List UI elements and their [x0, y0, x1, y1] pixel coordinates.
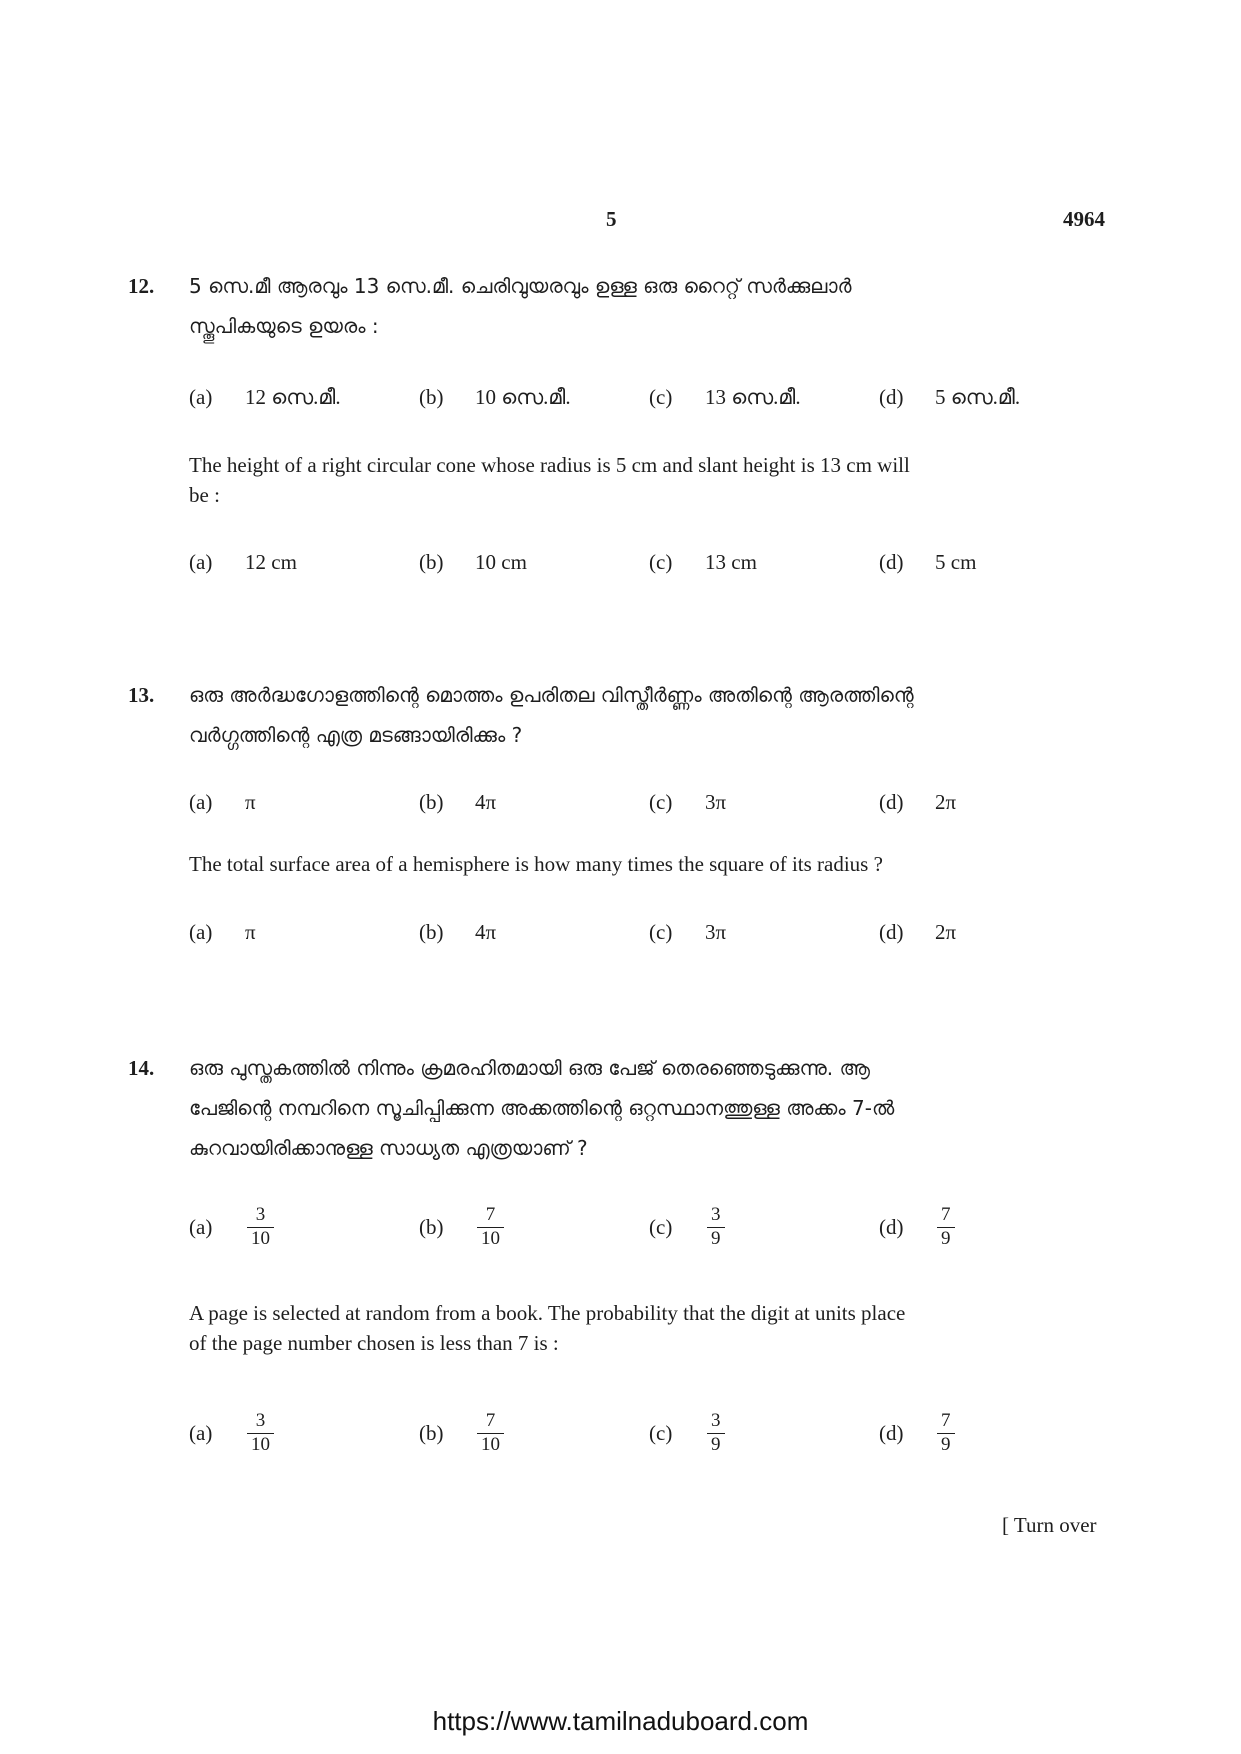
option-label: (a): [189, 385, 213, 409]
numerator: 3: [255, 1204, 266, 1225]
option-c: [649, 550, 757, 575]
text-line: കുറവായിരിക്കാനുള്ള സാധ്യത എത്രയാണ് ?: [189, 1136, 588, 1160]
option-label: (b): [419, 1214, 444, 1239]
option-value: 2π: [935, 920, 957, 944]
option-label: (d): [879, 385, 904, 409]
denominator: 10: [247, 1433, 274, 1457]
option-label: (b): [419, 385, 444, 409]
footer-url: https://www.tamilnaduboard.com: [432, 1706, 809, 1736]
option-label: (c): [649, 920, 673, 944]
option-b: [419, 385, 571, 410]
text-line: ഒരു അർദ്ധഗോളത്തിന്റെ മൊത്തം ഉപരിതല വിസ്തീർണ്ണം അതിന്റെ ആരത്തിന്റെ: [189, 683, 914, 707]
option-label: (b): [419, 920, 444, 944]
option-d: [879, 385, 1020, 410]
option-label: (b): [419, 790, 444, 814]
text-line: The total surface area of a hemisphere is how many times the square of its radius ?: [189, 852, 883, 876]
fraction: [477, 1204, 504, 1251]
option-d: [879, 550, 976, 575]
option-b: [419, 1204, 504, 1251]
fraction: [937, 1410, 955, 1457]
option-value: 13 cm: [705, 550, 757, 574]
paper-code: 4964: [1063, 207, 1105, 231]
option-c: [649, 385, 801, 410]
option-label: (b): [419, 550, 444, 574]
question-text-malayalam: [189, 266, 1069, 346]
fraction: [707, 1204, 725, 1251]
option-label: (c): [649, 1420, 673, 1445]
option-b: [419, 550, 527, 575]
option-value: 12 സെ.മീ.: [245, 385, 341, 409]
question-text-english: [189, 849, 1069, 879]
fraction: [247, 1204, 274, 1251]
option-label: (d): [879, 920, 904, 944]
option-a: [189, 1410, 274, 1457]
fraction: [477, 1410, 504, 1457]
numerator: 3: [711, 1204, 721, 1225]
question-number: 13.: [128, 683, 155, 707]
option-label: (d): [879, 790, 904, 814]
denominator: 9: [937, 1227, 955, 1251]
denominator: 10: [477, 1227, 504, 1251]
option-label: (d): [879, 1214, 904, 1239]
fraction: [937, 1204, 955, 1251]
question-text-malayalam: [189, 1048, 1069, 1168]
numerator: 7: [941, 1410, 951, 1431]
numerator: 3: [711, 1410, 721, 1431]
option-a: [189, 385, 341, 410]
option-value: 5 സെ.മീ.: [935, 385, 1021, 409]
option-label: (c): [649, 550, 673, 574]
fraction: [247, 1410, 274, 1457]
text-line: The height of a right circular cone whose radius is 5 cm and slant height is 13 cm will: [189, 453, 910, 477]
option-d: [879, 1410, 955, 1457]
denominator: 10: [247, 1227, 274, 1251]
denominator: 10: [477, 1433, 504, 1457]
option-value: 4π: [475, 790, 497, 814]
option-value: 2π: [935, 790, 957, 814]
option-label: (a): [189, 920, 213, 944]
text-line: of the page number chosen is less than 7 is :: [189, 1331, 559, 1355]
text-line: പേജിന്റെ നമ്പറിനെ സൂചിപ്പിക്കുന്ന അക്കത്തിന്റെ ഒറ്റസ്ഥാനത്തുള്ള അക്കം 7-ൽ: [189, 1096, 895, 1120]
option-d: [879, 790, 956, 815]
option-c: [649, 920, 726, 945]
option-b: [419, 920, 496, 945]
text-line: 5 സെ.മീ ആരവും 13 സെ.മീ. ചെരിവുയരവും ഉള്ള ഒരു റൈറ്റ് സർക്കുലാർ: [189, 274, 852, 298]
option-value: 5 cm: [935, 550, 977, 574]
option-a: [189, 920, 256, 945]
denominator: 9: [707, 1227, 725, 1251]
option-label: (a): [189, 790, 213, 814]
option-label: (c): [649, 385, 673, 409]
option-value: π: [245, 790, 256, 814]
numerator: 7: [941, 1204, 951, 1225]
option-label: (b): [419, 1420, 444, 1445]
option-value: 4π: [475, 920, 497, 944]
option-label: (d): [879, 1420, 904, 1445]
text-line: സ്തൂപികയുടെ ഉയരം :: [189, 314, 379, 338]
option-b: [419, 1410, 504, 1457]
question-number: 14.: [128, 1056, 155, 1080]
option-label: (a): [189, 1214, 213, 1239]
option-value: 12 cm: [245, 550, 297, 574]
option-label: (a): [189, 1420, 213, 1445]
question-text-malayalam: [189, 675, 1069, 755]
option-label: (c): [649, 1214, 673, 1239]
denominator: 9: [707, 1433, 725, 1457]
question-text-english: [189, 450, 1069, 510]
text-line: ഒരു പുസ്തകത്തിൽ നിന്നും ക്രമരഹിതമായി ഒരു പേജ് തെരഞ്ഞെടുക്കുന്നു. ആ: [189, 1056, 870, 1080]
option-value: 13 സെ.മീ.: [705, 385, 801, 409]
option-value: π: [245, 920, 256, 944]
numerator: 7: [485, 1204, 496, 1225]
option-label: (d): [879, 550, 904, 574]
page-number: 5: [606, 207, 617, 231]
option-c: [649, 1204, 725, 1251]
option-value: 3π: [705, 790, 727, 814]
fraction: [707, 1410, 725, 1457]
question-text-english: [189, 1298, 1069, 1358]
text-line: A page is selected at random from a book. The probability that the digit at units place: [189, 1301, 906, 1325]
option-b: [419, 790, 496, 815]
option-d: [879, 1204, 955, 1251]
numerator: 7: [485, 1410, 496, 1431]
option-value: 3π: [705, 920, 727, 944]
text-line: be :: [189, 483, 220, 507]
turn-over-note: [ Turn over: [1002, 1513, 1097, 1537]
option-d: [879, 920, 956, 945]
option-label: (c): [649, 790, 673, 814]
text-line: വർഗ്ഗത്തിന്റെ എത്ര മടങ്ങായിരിക്കും ?: [189, 723, 523, 747]
option-value: 10 സെ.മീ.: [475, 385, 571, 409]
option-a: [189, 790, 256, 815]
option-c: [649, 1410, 725, 1457]
option-a: [189, 1204, 274, 1251]
numerator: 3: [255, 1410, 266, 1431]
question-number: 12.: [128, 274, 155, 298]
denominator: 9: [937, 1433, 955, 1457]
option-label: (a): [189, 550, 213, 574]
option-value: 10 cm: [475, 550, 527, 574]
option-a: [189, 550, 297, 575]
option-c: [649, 790, 726, 815]
